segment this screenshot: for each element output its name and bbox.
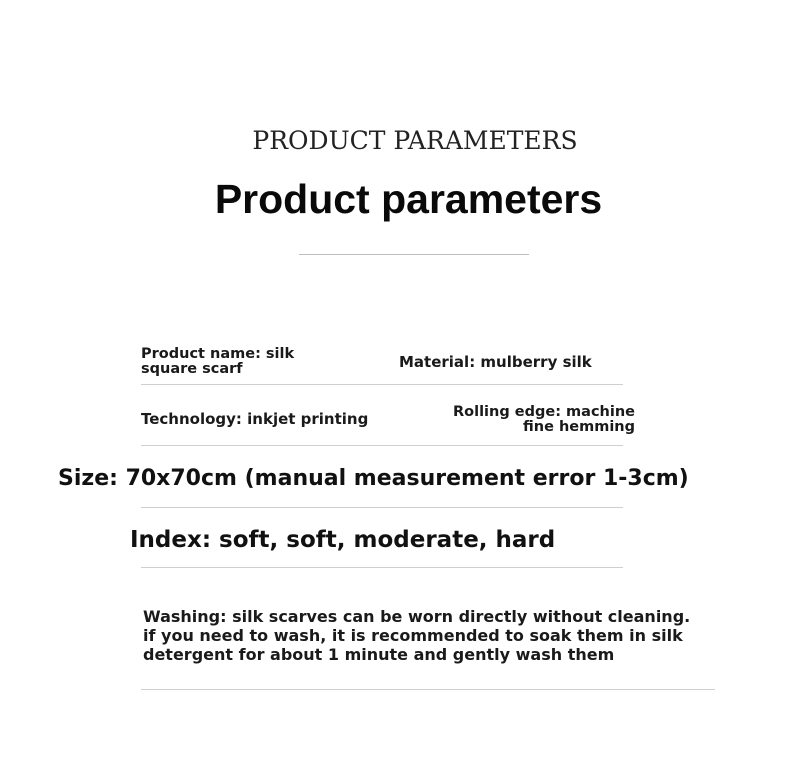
row-divider (141, 384, 623, 385)
technology-text: Technology: inkjet printing (141, 410, 369, 428)
size-text: Size: 70x70cm (manual measurement error 1-3cm) (58, 466, 689, 491)
row-divider (141, 689, 715, 690)
row-divider (141, 507, 623, 508)
page-title: Product parameters (214, 176, 603, 222)
row-divider (141, 445, 623, 446)
rolling-edge-text: Rolling edge: machine fine hemming (452, 404, 635, 435)
title-divider (299, 254, 529, 255)
page-subtitle: PRODUCT PARAMETERS (252, 126, 578, 155)
row-divider (141, 567, 623, 568)
product-name-text: Product name: silk square scarf (141, 346, 295, 377)
material-text: Material: mulberry silk (399, 353, 592, 371)
washing-text: Washing: silk scarves can be worn directly without cleaning. if you need to wash, it is recommended to soak them in silk detergent for about 1 minute and gently wash them (143, 607, 691, 664)
index-text: Index: soft, soft, moderate, hard (130, 527, 556, 553)
